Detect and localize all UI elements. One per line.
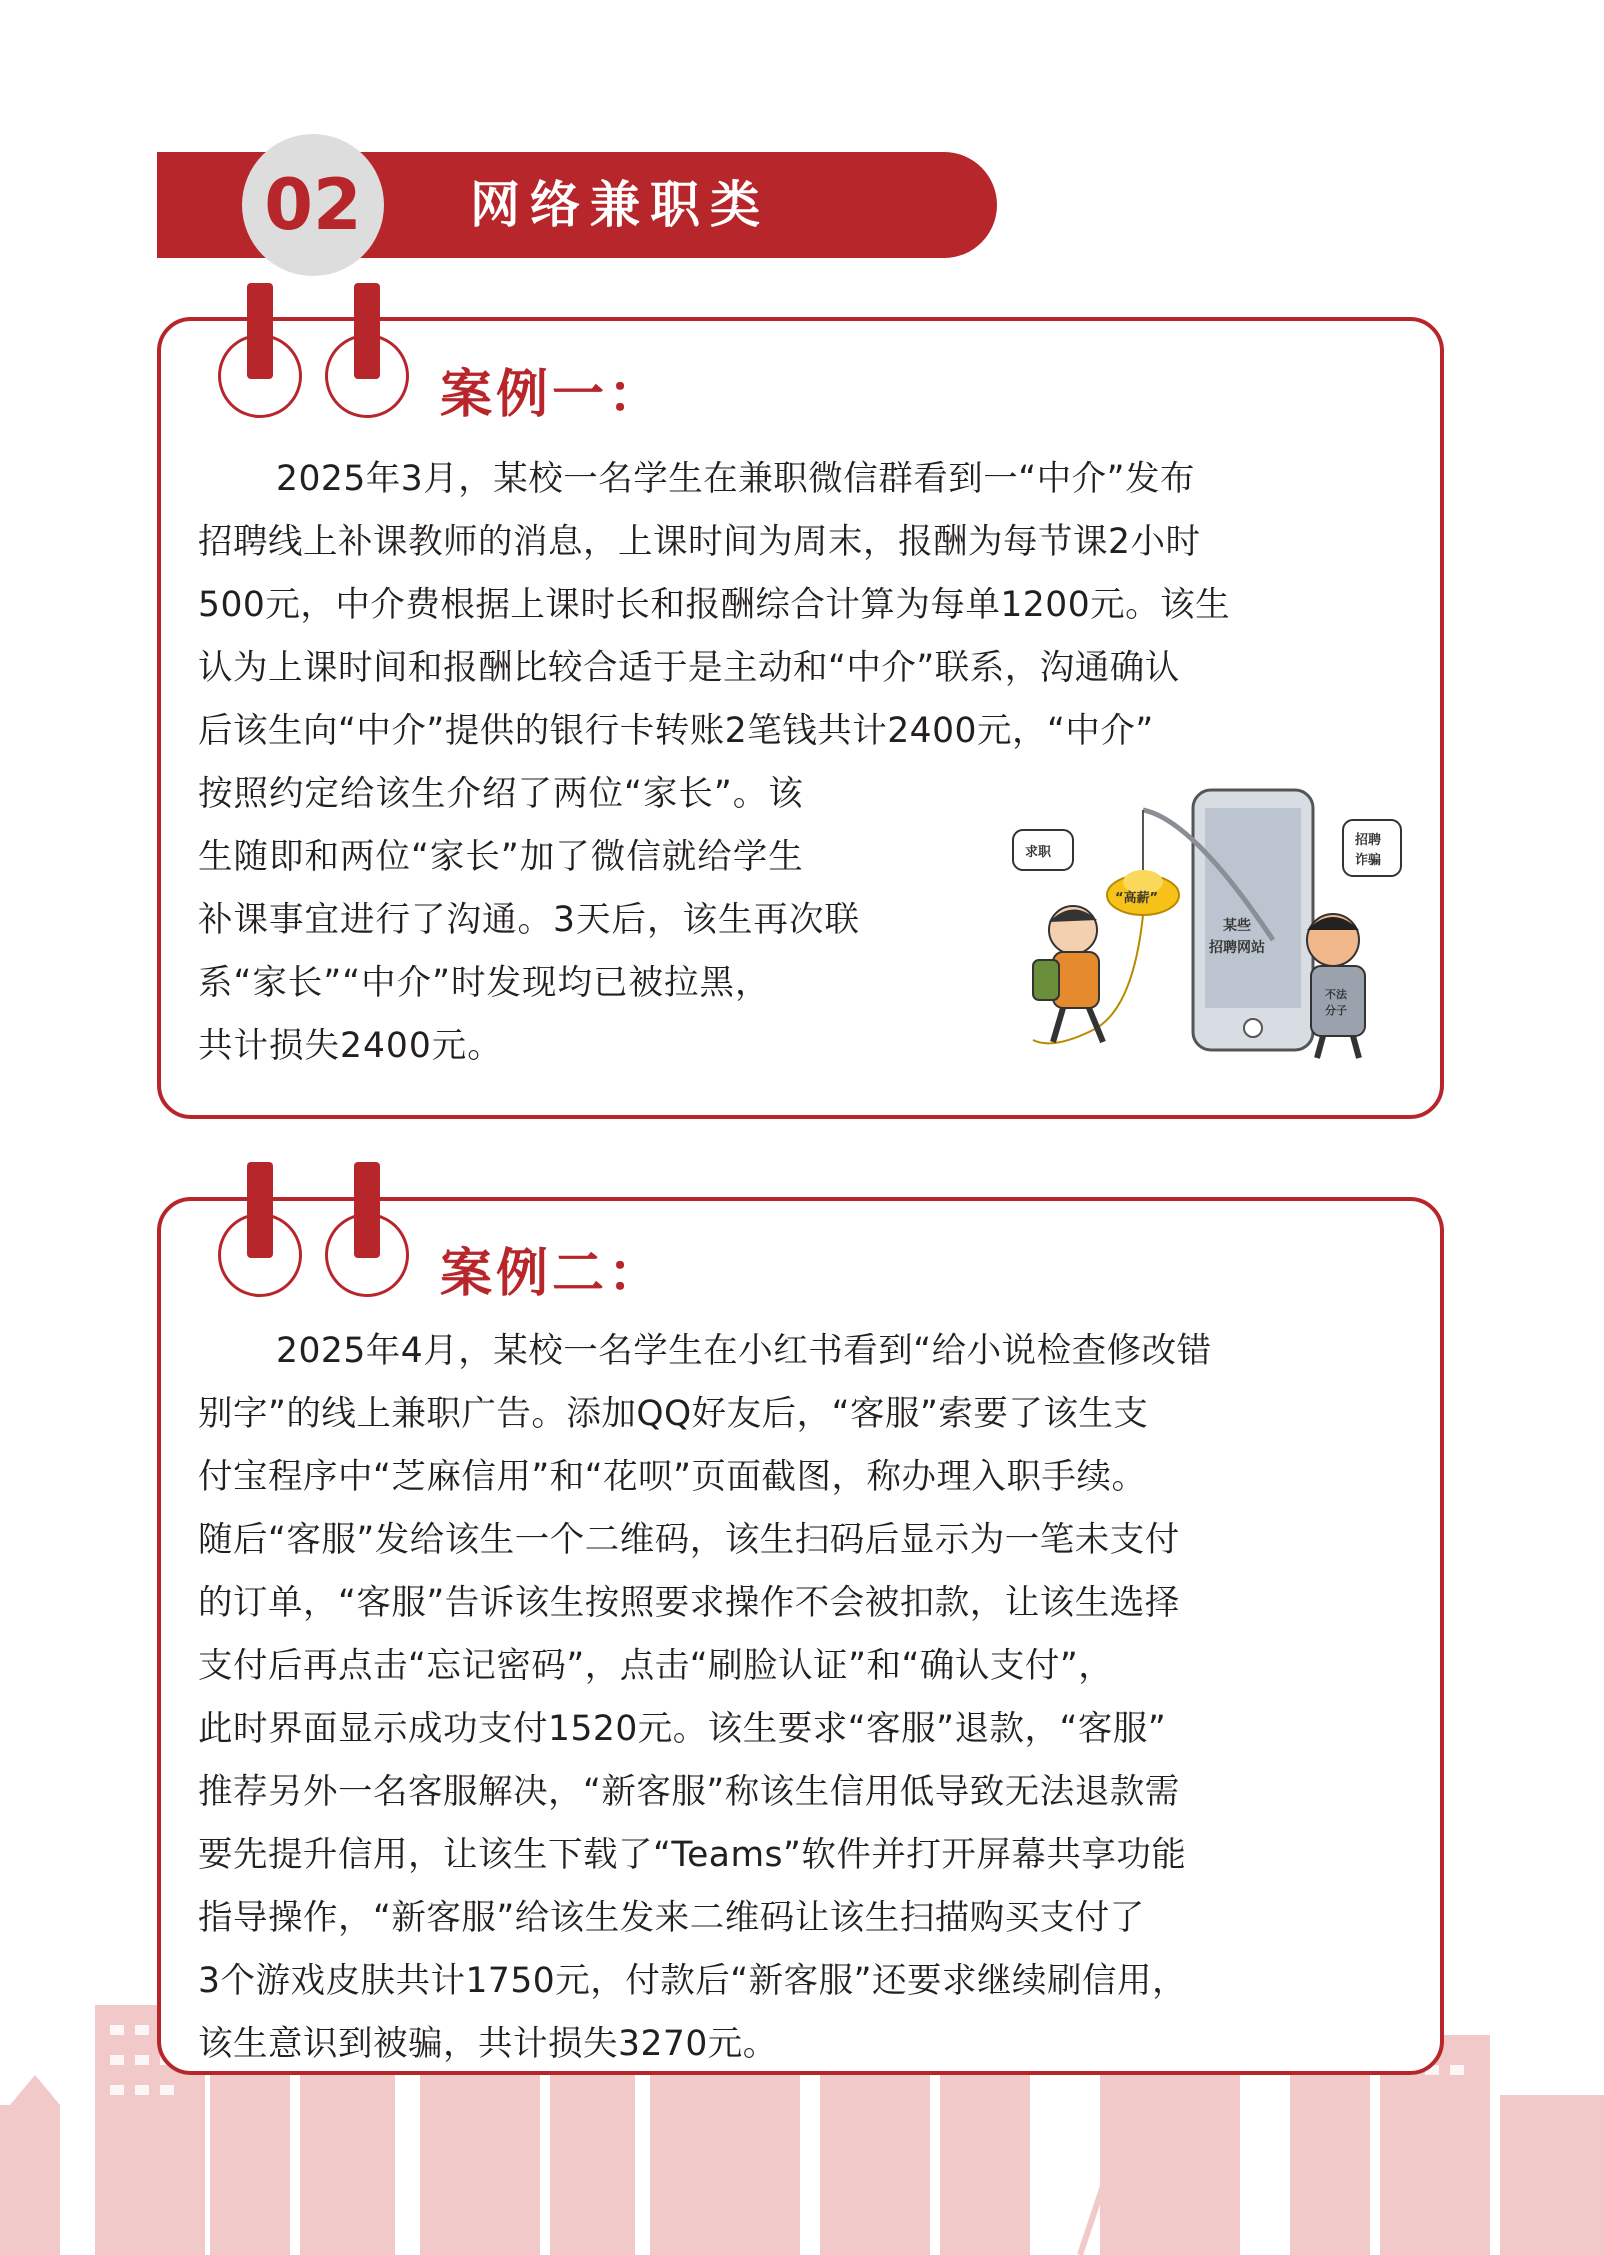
binder-clip-icon [354,283,380,379]
phone-label-1: 某些 [1223,918,1251,934]
case-one-line: 500元，中介费根据上课时长和报酬综合计算为每单1200元。该生 [198,585,1231,625]
case-two-line: 别字”的线上兼职广告。添加QQ好友后，“客服”索要了该生支 [198,1394,1149,1434]
section-number-badge [242,134,384,276]
bubble-label-right-1: 招聘 [1355,833,1382,848]
case-two-line: 该生意识到被骗，共计损失3270元。 [198,2024,778,2064]
case-two-title: 案例二： [440,1244,665,1304]
section-title: 网络兼职类 [470,176,770,234]
case-one-line: 后该生向“中介”提供的银行卡转账2笔钱共计2400元，“中介” [198,711,1154,751]
case-two-line: 随后“客服”发给该生一个二维码，该生扫码后显示为一笔未支付 [198,1520,1180,1560]
case-one-body [198,448,1413,763]
case-one-line: 招聘线上补课教师的消息，上课时间为周末，报酬为每节课2小时 [198,522,1201,562]
vest-label-2: 分子 [1325,1004,1347,1017]
section-number: 02 [264,164,362,246]
case-two-line: 指导操作，“新客服”给该生发来二维码让该生扫描购买支付了 [198,1898,1145,1938]
binder-clip-icon [247,283,273,379]
case-one-line: 认为上课时间和报酬比较合适于是主动和“中介”联系，沟通确认 [198,648,1180,688]
case-one-line: 系“家长”“中介”时发现均已被拉黑， [198,963,771,1003]
bait-label: “高薪” [1115,891,1159,906]
case-one-line: 补课事宜进行了沟通。3天后，该生再次联 [198,900,860,940]
phone-label-2: 招聘网站 [1209,940,1265,956]
case-two-line: 推荐另外一名客服解决，“新客服”称该生信用低导致无法退款需 [198,1772,1180,1812]
case-two-line: 支付后再点击“忘记密码”，点击“刷脸认证”和“确认支付”， [198,1646,1114,1686]
binder-clip-icon [247,1162,273,1258]
case-one-line: 按照约定给该生介绍了两位“家长”。该 [198,774,804,814]
bubble-label-left: 求职 [1025,845,1052,860]
case-one-line: 生随即和两位“家长”加了微信就给学生 [198,837,804,877]
recruitment-scam-cartoon [993,780,1413,1064]
case-one-body-wrapped [198,763,980,1078]
case-one-line: 2025年3月，某校一名学生在兼职微信群看到一“中介”发布 [276,459,1195,499]
bubble-label-right-2: 诈骗 [1355,853,1382,868]
case-two-line: 要先提升信用，让该生下载了“Teams”软件并打开屏幕共享功能 [198,1835,1187,1875]
case-two-line: 的订单，“客服”告诉该生按照要求操作不会被扣款，让该生选择 [198,1583,1180,1623]
case-two-line: 付宝程序中“芝麻信用”和“花呗”页面截图，称办理入职手续。 [198,1457,1147,1497]
case-two-body [198,1320,1413,2076]
vest-label-1: 不法 [1325,988,1347,1001]
case-two-line: 此时界面显示成功支付1520元。该生要求“客服”退款，“客服” [198,1709,1167,1749]
case-one-line: 共计损失2400元。 [198,1026,503,1066]
binder-clip-icon [354,1162,380,1258]
case-two-line: 2025年4月，某校一名学生在小红书看到“给小说检查修改错 [276,1331,1212,1371]
case-one-title: 案例一： [440,365,665,425]
case-two-line: 3个游戏皮肤共计1750元，付款后“新客服”还要求继续刷信用， [198,1961,1187,2001]
